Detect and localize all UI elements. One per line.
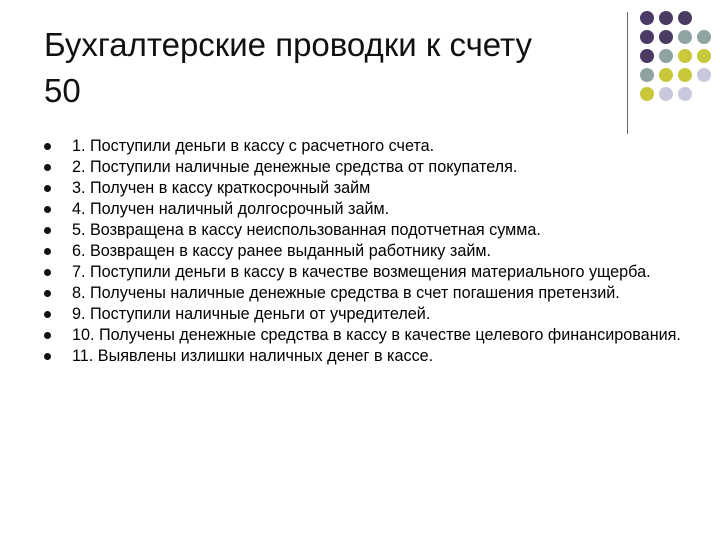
list-item-text: 6. Возвращен в кассу ранее выданный работнику займ. bbox=[72, 242, 491, 260]
list-item-text: 4. Получен наличный долгосрочный займ. bbox=[72, 200, 390, 218]
list-item bbox=[44, 159, 694, 175]
bullet-icon bbox=[44, 353, 51, 360]
decorative-dot-teal bbox=[659, 49, 673, 63]
list-item bbox=[44, 222, 694, 238]
list-item-text: 8. Получены наличные денежные средства в счет погашения претензий. bbox=[72, 284, 620, 302]
decorative-dot-purple bbox=[640, 30, 654, 44]
list-item bbox=[44, 348, 694, 364]
title-divider-line bbox=[627, 12, 628, 134]
list-item-text: 7. Поступили деньги в кассу в качестве возмещения материального ущерба. bbox=[72, 263, 651, 281]
entries-list bbox=[44, 138, 694, 369]
list-item-text: 9. Поступили наличные деньги от учредителей. bbox=[72, 305, 431, 323]
decorative-dot-olive bbox=[678, 49, 692, 63]
bullet-icon bbox=[44, 311, 51, 318]
decorative-dot-teal bbox=[697, 30, 711, 44]
bullet-icon bbox=[44, 269, 51, 276]
list-item bbox=[44, 264, 694, 280]
slide-title: Бухгалтерские проводки к счету 50 bbox=[44, 26, 533, 109]
list-item-text: 11. Выявлены излишки наличных денег в кассе. bbox=[72, 347, 434, 365]
decorative-dot-purple bbox=[640, 11, 654, 25]
list-item-text: 5. Возвращена в кассу неиспользованная подотчетная сумма. bbox=[72, 221, 541, 239]
decorative-dot-purple bbox=[659, 30, 673, 44]
decorative-dot-purple bbox=[659, 11, 673, 25]
decorative-dot-teal bbox=[640, 68, 654, 82]
bullet-icon bbox=[44, 164, 51, 171]
list-item bbox=[44, 201, 694, 217]
decorative-dot-lavender bbox=[697, 68, 711, 82]
bullet-icon bbox=[44, 206, 51, 213]
bullet-icon bbox=[44, 290, 51, 297]
list-item bbox=[44, 285, 694, 301]
list-item-text: 10. Получены денежные средства в кассу в качестве целевого финансирования. bbox=[72, 326, 681, 344]
decorative-dot-olive bbox=[697, 49, 711, 63]
decorative-dot-olive bbox=[659, 68, 673, 82]
list-item bbox=[44, 180, 694, 196]
list-item-text: 3. Получен в кассу краткосрочный займ bbox=[72, 179, 371, 197]
list-item bbox=[44, 327, 694, 343]
decorative-dot-olive bbox=[640, 87, 654, 101]
decorative-dot-olive bbox=[678, 68, 692, 82]
list-item-text: 1. Поступили деньги в кассу с расчетного счета. bbox=[72, 137, 435, 155]
list-item bbox=[44, 138, 694, 154]
decorative-dot-lavender bbox=[678, 87, 692, 101]
decorative-dot-lavender bbox=[659, 87, 673, 101]
list-item bbox=[44, 243, 694, 259]
bullet-icon bbox=[44, 227, 51, 234]
decorative-dot-purple bbox=[678, 11, 692, 25]
bullet-icon bbox=[44, 185, 51, 192]
list-item-text: 2. Поступили наличные денежные средства от покупателя. bbox=[72, 158, 518, 176]
bullet-icon bbox=[44, 143, 51, 150]
bullet-icon bbox=[44, 248, 51, 255]
list-item bbox=[44, 306, 694, 322]
decorative-dot-purple bbox=[640, 49, 654, 63]
decorative-dot-teal bbox=[678, 30, 692, 44]
bullet-icon bbox=[44, 332, 51, 339]
